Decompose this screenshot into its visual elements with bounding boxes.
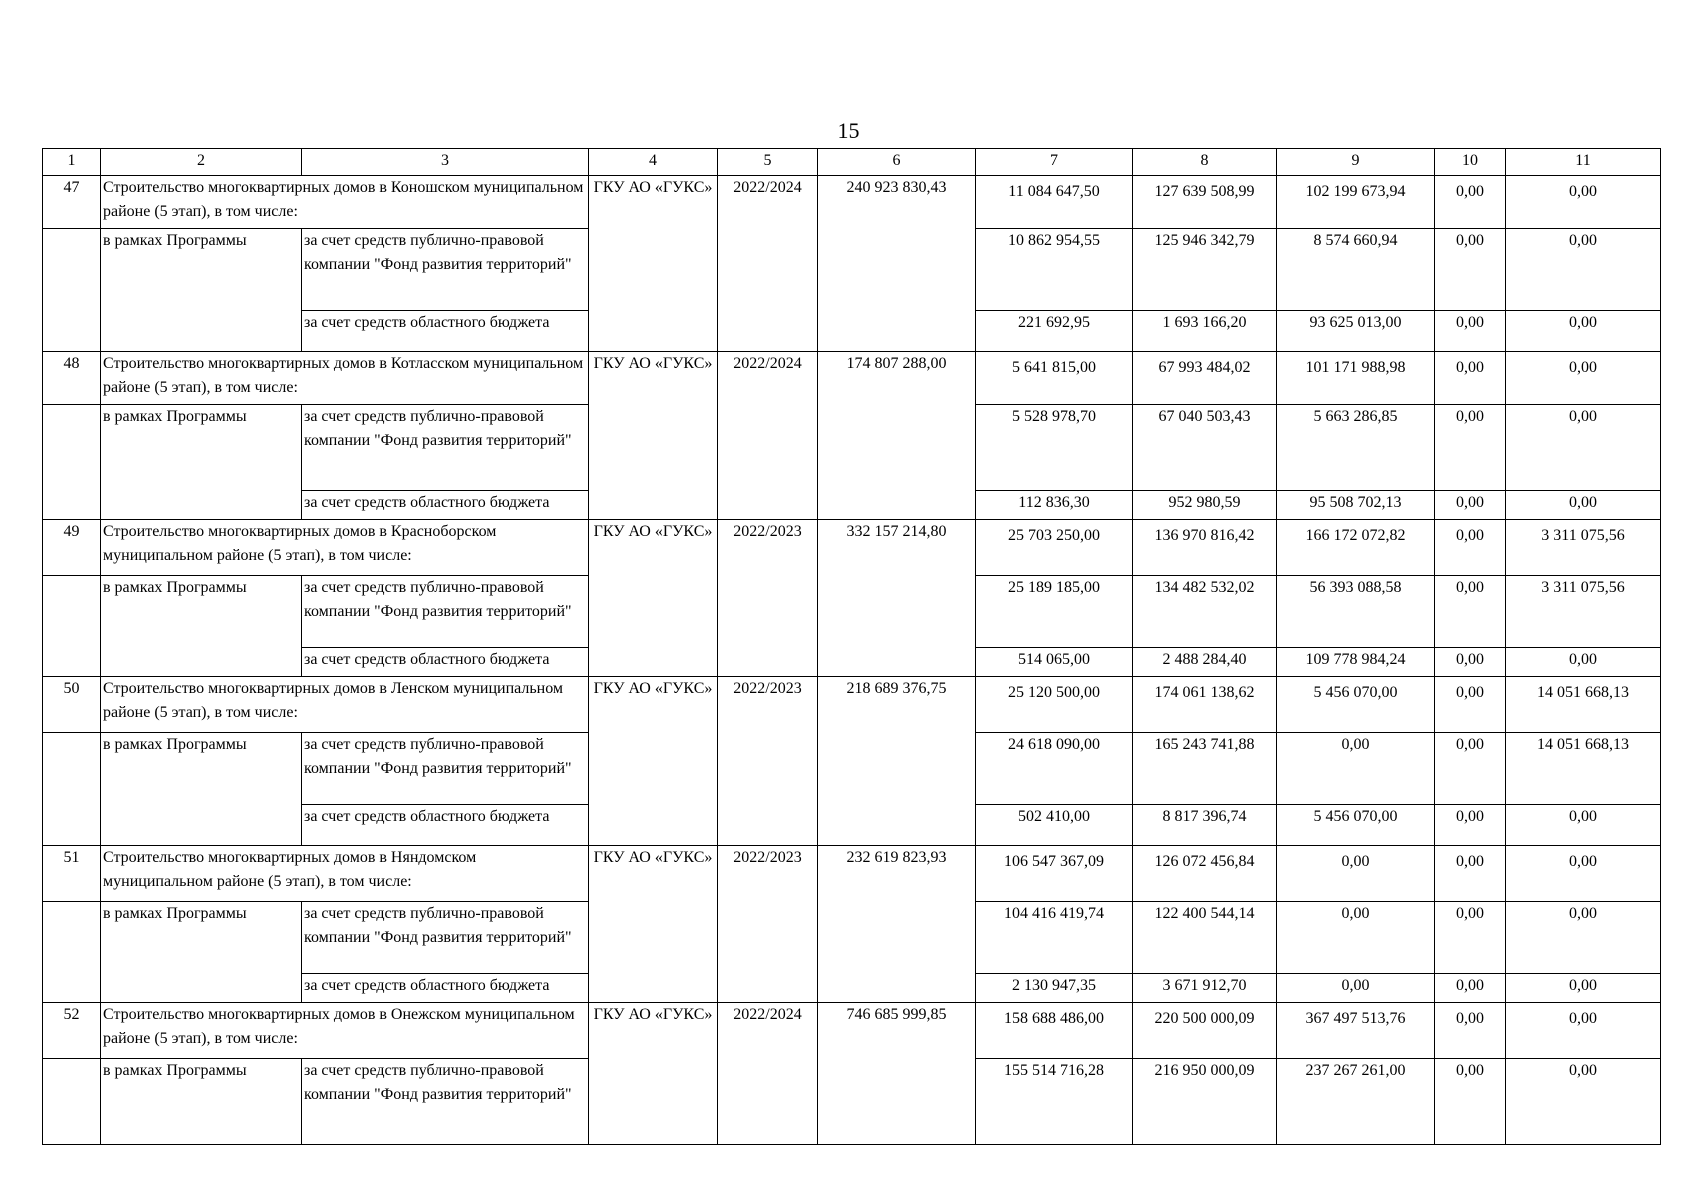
amount-cell: 5 641 815,00 [976,352,1133,405]
amount-cell: 0,00 [1435,677,1506,733]
amount-cell: 0,00 [1435,352,1506,405]
executor-cell: ГКУ АО «ГУКС» [589,520,718,677]
amount-cell: 237 267 261,00 [1277,1059,1435,1145]
total-cost-cell: 174 807 288,00 [818,352,976,520]
amount-cell: 126 072 456,84 [1133,846,1277,902]
amount-cell: 122 400 544,14 [1133,902,1277,974]
column-header: 3 [302,149,589,176]
amount-cell: 0,00 [1435,311,1506,352]
amount-cell: 101 171 988,98 [1277,352,1435,405]
table-body [43,149,1661,1145]
total-cost-cell: 240 923 830,43 [818,176,976,352]
amount-cell: 109 778 984,24 [1277,648,1435,677]
column-header: 10 [1435,149,1506,176]
project-title: Строительство многоквартирных домов в Красноборском муниципальном районе (5 этап), в том числе: [101,520,589,576]
row-number-empty [43,1059,101,1145]
column-header: 11 [1506,149,1661,176]
amount-cell: 0,00 [1506,176,1661,229]
amount-cell: 221 692,95 [976,311,1133,352]
amount-cell: 136 970 816,42 [1133,520,1277,576]
program-label: в рамках Программы [101,576,302,677]
amount-cell: 8 817 396,74 [1133,805,1277,846]
amount-cell: 0,00 [1277,974,1435,1003]
amount-cell: 0,00 [1435,846,1506,902]
amount-cell: 165 243 741,88 [1133,733,1277,805]
amount-cell: 367 497 513,76 [1277,1003,1435,1059]
amount-cell: 0,00 [1506,229,1661,311]
column-header: 4 [589,149,718,176]
period-cell: 2022/2024 [718,1003,818,1145]
amount-cell: 0,00 [1506,974,1661,1003]
amount-cell: 0,00 [1506,491,1661,520]
total-cost-cell: 332 157 214,80 [818,520,976,677]
program-label: в рамках Программы [101,229,302,352]
amount-cell: 166 172 072,82 [1277,520,1435,576]
amount-cell: 14 051 668,13 [1506,677,1661,733]
amount-cell: 8 574 660,94 [1277,229,1435,311]
program-label: в рамках Программы [101,1059,302,1145]
amount-cell: 0,00 [1277,846,1435,902]
executor-cell: ГКУ АО «ГУКС» [589,1003,718,1145]
amount-cell: 0,00 [1506,648,1661,677]
amount-cell: 25 120 500,00 [976,677,1133,733]
amount-cell: 25 703 250,00 [976,520,1133,576]
amount-cell: 11 084 647,50 [976,176,1133,229]
fund-source-label: за счет средств публично-правовой компании "Фонд развития территорий" [302,229,589,311]
amount-cell: 0,00 [1435,805,1506,846]
budget-table [42,148,1661,1145]
period-cell: 2022/2023 [718,520,818,677]
amount-cell: 0,00 [1435,733,1506,805]
amount-cell: 3 311 075,56 [1506,576,1661,648]
executor-cell: ГКУ АО «ГУКС» [589,176,718,352]
project-row [43,1003,1661,1059]
project-title: Строительство многоквартирных домов в Котласском муниципальном районе (5 этап), в том числе: [101,352,589,405]
fund-source-label: за счет средств публично-правовой компании "Фонд развития территорий" [302,733,589,805]
executor-cell: ГКУ АО «ГУКС» [589,352,718,520]
amount-cell: 56 393 088,58 [1277,576,1435,648]
column-header: 1 [43,149,101,176]
project-row [43,176,1661,229]
amount-cell: 5 456 070,00 [1277,677,1435,733]
column-header: 2 [101,149,302,176]
total-cost-cell: 232 619 823,93 [818,846,976,1003]
amount-cell: 67 993 484,02 [1133,352,1277,405]
fund-source-label: за счет средств публично-правовой компании "Фонд развития территорий" [302,405,589,491]
amount-cell: 112 836,30 [976,491,1133,520]
amount-cell: 104 416 419,74 [976,902,1133,974]
amount-cell: 5 663 286,85 [1277,405,1435,491]
executor-cell: ГКУ АО «ГУКС» [589,846,718,1003]
amount-cell: 134 482 532,02 [1133,576,1277,648]
amount-cell: 3 311 075,56 [1506,520,1661,576]
row-number: 50 [43,677,101,733]
project-title: Строительство многоквартирных домов в Ленском муниципальном районе (5 этап), в том числе: [101,677,589,733]
amount-cell: 158 688 486,00 [976,1003,1133,1059]
amount-cell: 0,00 [1277,902,1435,974]
amount-cell: 125 946 342,79 [1133,229,1277,311]
column-header: 9 [1277,149,1435,176]
row-number: 51 [43,846,101,902]
amount-cell: 93 625 013,00 [1277,311,1435,352]
row-number: 48 [43,352,101,405]
amount-cell: 2 488 284,40 [1133,648,1277,677]
amount-cell: 0,00 [1506,1003,1661,1059]
amount-cell: 0,00 [1506,1059,1661,1145]
column-header: 7 [976,149,1133,176]
amount-cell: 174 061 138,62 [1133,677,1277,733]
regional-source-label: за счет средств областного бюджета [302,648,589,677]
amount-cell: 216 950 000,09 [1133,1059,1277,1145]
amount-cell: 0,00 [1435,491,1506,520]
amount-cell: 0,00 [1435,1059,1506,1145]
amount-cell: 67 040 503,43 [1133,405,1277,491]
amount-cell: 127 639 508,99 [1133,176,1277,229]
project-title: Строительство многоквартирных домов в Онежском муниципальном районе (5 этап), в том числе: [101,1003,589,1059]
amount-cell: 0,00 [1506,846,1661,902]
row-number: 47 [43,176,101,229]
amount-cell: 0,00 [1435,974,1506,1003]
amount-cell: 0,00 [1435,520,1506,576]
total-cost-cell: 746 685 999,85 [818,1003,976,1145]
column-header: 6 [818,149,976,176]
header-row [43,149,1661,176]
regional-source-label: за счет средств областного бюджета [302,805,589,846]
amount-cell: 155 514 716,28 [976,1059,1133,1145]
fund-source-label: за счет средств публично-правовой компании "Фонд развития территорий" [302,902,589,974]
amount-cell: 0,00 [1435,176,1506,229]
executor-cell: ГКУ АО «ГУКС» [589,677,718,846]
row-number: 49 [43,520,101,576]
row-number-empty [43,405,101,520]
amount-cell: 0,00 [1506,902,1661,974]
program-label: в рамках Программы [101,902,302,1003]
amount-cell: 514 065,00 [976,648,1133,677]
amount-cell: 102 199 673,94 [1277,176,1435,229]
column-header: 8 [1133,149,1277,176]
program-label: в рамках Программы [101,733,302,846]
amount-cell: 1 693 166,20 [1133,311,1277,352]
amount-cell: 95 508 702,13 [1277,491,1435,520]
row-number: 52 [43,1003,101,1059]
amount-cell: 24 618 090,00 [976,733,1133,805]
period-cell: 2022/2023 [718,846,818,1003]
amount-cell: 3 671 912,70 [1133,974,1277,1003]
project-row [43,520,1661,576]
amount-cell: 220 500 000,09 [1133,1003,1277,1059]
project-row [43,677,1661,733]
row-number-empty [43,733,101,846]
regional-source-label: за счет средств областного бюджета [302,491,589,520]
project-row [43,352,1661,405]
amount-cell: 25 189 185,00 [976,576,1133,648]
amount-cell: 0,00 [1435,576,1506,648]
program-label: в рамках Программы [101,405,302,520]
regional-source-label: за счет средств областного бюджета [302,974,589,1003]
project-title: Строительство многоквартирных домов в Коношском муниципальном районе (5 этап), в том числе: [101,176,589,229]
amount-cell: 0,00 [1506,352,1661,405]
amount-cell: 14 051 668,13 [1506,733,1661,805]
amount-cell: 502 410,00 [976,805,1133,846]
row-number-empty [43,576,101,677]
page-number: 15 [837,118,860,143]
column-header: 5 [718,149,818,176]
row-number-empty [43,229,101,352]
amount-cell: 0,00 [1435,648,1506,677]
amount-cell: 0,00 [1506,311,1661,352]
amount-cell: 0,00 [1277,733,1435,805]
period-cell: 2022/2023 [718,677,818,846]
period-cell: 2022/2024 [718,352,818,520]
fund-source-label: за счет средств публично-правовой компании "Фонд развития территорий" [302,1059,589,1145]
amount-cell: 0,00 [1506,405,1661,491]
row-number-empty [43,902,101,1003]
amount-cell: 0,00 [1506,805,1661,846]
project-title: Строительство многоквартирных домов в Няндомском муниципальном районе (5 этап), в том числе: [101,846,589,902]
project-row [43,846,1661,902]
amount-cell: 10 862 954,55 [976,229,1133,311]
period-cell: 2022/2024 [718,176,818,352]
amount-cell: 0,00 [1435,229,1506,311]
total-cost-cell: 218 689 376,75 [818,677,976,846]
amount-cell: 2 130 947,35 [976,974,1133,1003]
amount-cell: 0,00 [1435,405,1506,491]
amount-cell: 952 980,59 [1133,491,1277,520]
fund-source-label: за счет средств публично-правовой компании "Фонд развития территорий" [302,576,589,648]
regional-source-label: за счет средств областного бюджета [302,311,589,352]
amount-cell: 0,00 [1435,1003,1506,1059]
amount-cell: 5 528 978,70 [976,405,1133,491]
amount-cell: 0,00 [1435,902,1506,974]
amount-cell: 5 456 070,00 [1277,805,1435,846]
amount-cell: 106 547 367,09 [976,846,1133,902]
